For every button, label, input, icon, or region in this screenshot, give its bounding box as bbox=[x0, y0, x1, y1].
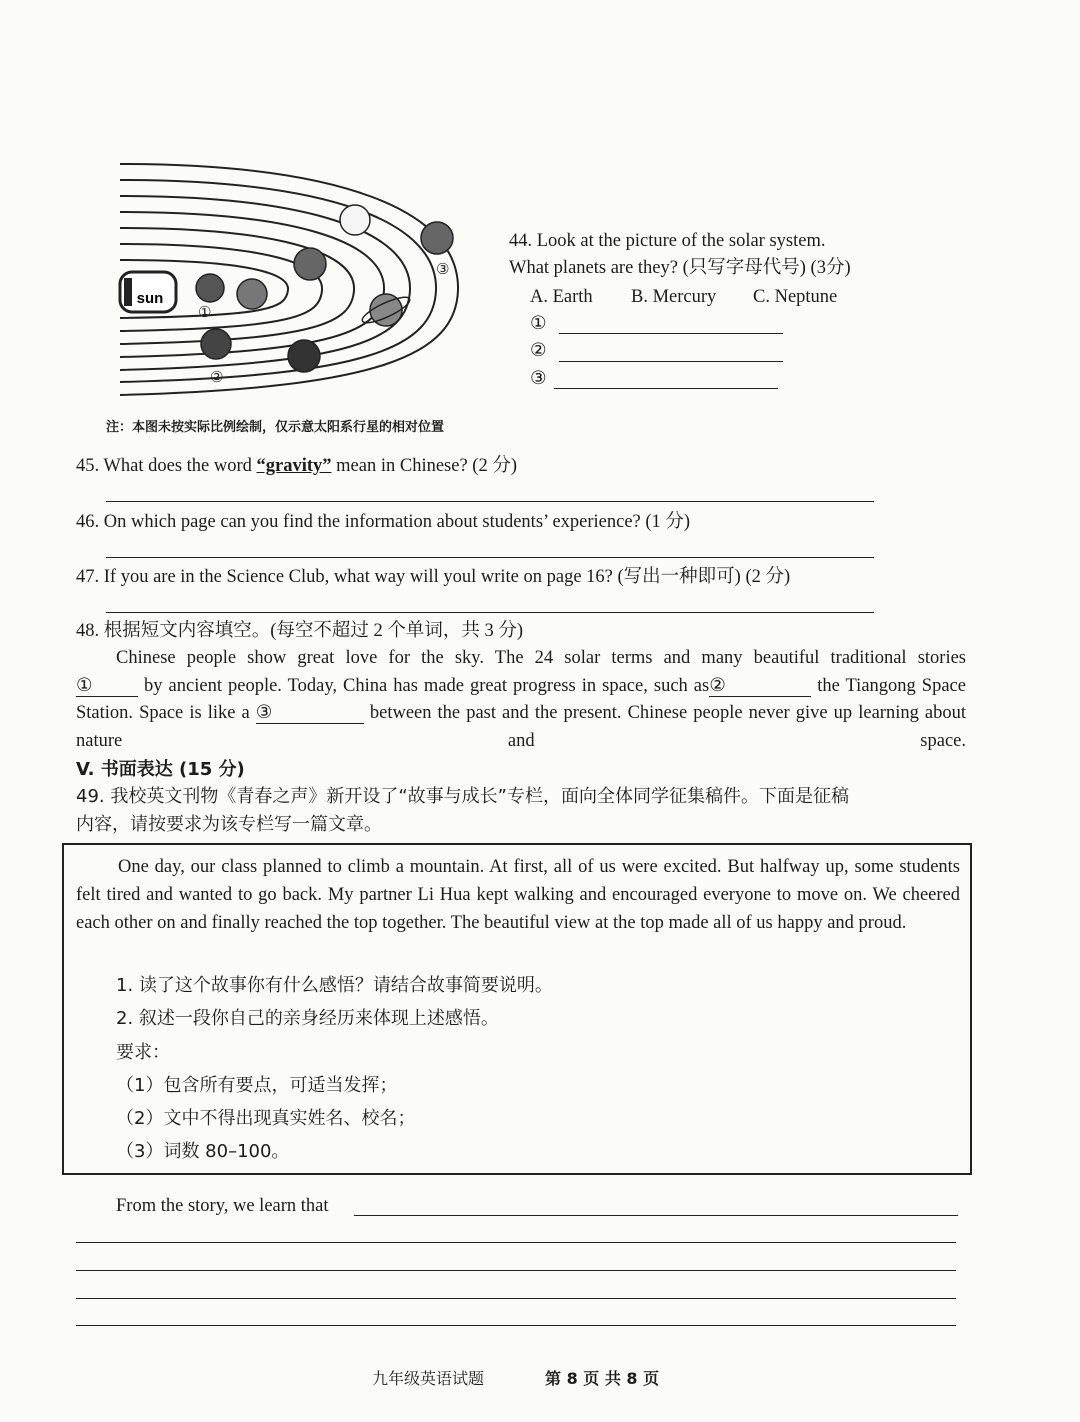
requirement-3: （3）词数 80–100。 bbox=[116, 1141, 290, 1162]
requirements-title: 要求： bbox=[116, 1042, 170, 1063]
q44-option-c: C. Neptune bbox=[753, 287, 838, 307]
q45-text bbox=[76, 454, 517, 478]
q48-line2: ① by ancient people. Today, China has made great progress in space, such as② the Tiangong Space Station. Space is like a ③ between the past and the present. Chinese people never give up learning about nature and space. bbox=[76, 675, 966, 751]
planet-uranus-icon bbox=[340, 205, 370, 235]
q49-line2: 内容，请按要求为该专栏写一篇文章。 bbox=[76, 814, 382, 835]
marker-1: ① bbox=[198, 303, 212, 321]
marker-2: ② bbox=[210, 368, 224, 386]
q48-passage bbox=[76, 645, 966, 755]
q48-blank-3[interactable]: ③ bbox=[256, 703, 364, 724]
q44-option-a: A. Earth bbox=[530, 287, 593, 307]
q48-title: 48. 根据短文内容填空。(每空不超过 2 个单词，共 3 分) bbox=[76, 621, 524, 641]
planet-neptune-icon bbox=[421, 222, 453, 254]
q45-answer-line[interactable] bbox=[106, 501, 874, 502]
task-item-1: 1. 读了这个故事你有什么感悟？请结合故事简要说明。 bbox=[116, 975, 553, 996]
q44-answer-line-1[interactable] bbox=[559, 333, 783, 334]
story-text: One day, our class planned to climb a mountain. At first, all of us were excited. But halfway up, some students felt tired and wanted to go back. My partner Li Hua kept walking and encouraged everyone to move on. We cheered each other on and finally reached the top together. The beautiful view at the top made all of us happy and proud. bbox=[76, 857, 960, 933]
q46-text: 46. On which page can you find the information about students’ experience? (1 分) bbox=[76, 512, 691, 532]
sun-label: sun bbox=[136, 290, 164, 307]
writing-line-5[interactable] bbox=[76, 1325, 956, 1326]
q44-answer-line-2[interactable] bbox=[559, 361, 783, 362]
q44-blank-3-label: ③ bbox=[530, 369, 547, 389]
planet-mars-icon bbox=[294, 248, 326, 280]
q48-blank-1[interactable]: ① bbox=[76, 676, 138, 697]
q48-blank-2[interactable]: ② bbox=[709, 676, 811, 697]
footer-exam-title: 九年级英语试题 bbox=[372, 1369, 485, 1388]
solar-system-figure bbox=[100, 150, 480, 420]
q47-text: 47. If you are in the Science Club, what way will youl write on page 16? (写出一种即可) (2 分) bbox=[76, 567, 791, 587]
q47-answer-line[interactable] bbox=[106, 612, 874, 613]
q44-line1: 44. Look at the picture of the solar system. bbox=[509, 231, 826, 251]
footer-page-number: 第 8 页 共 8 页 bbox=[545, 1369, 660, 1388]
q45-suffix: mean in Chinese? (2 分) bbox=[331, 456, 517, 476]
planet-jupiter-icon bbox=[288, 340, 320, 372]
requirement-1: （1）包含所有要点，可适当发挥； bbox=[116, 1075, 398, 1096]
q45-prefix: 45. What does the word bbox=[76, 456, 257, 476]
planet-venus-icon bbox=[237, 279, 267, 309]
q46-answer-line[interactable] bbox=[106, 557, 874, 558]
writing-line-2[interactable] bbox=[76, 1242, 956, 1243]
q44-line2: What planets are they? (只写字母代号) (3分) bbox=[509, 258, 851, 278]
requirement-2: （2）文中不得出现真实姓名、校名； bbox=[116, 1108, 416, 1129]
writing-line-1[interactable] bbox=[354, 1215, 958, 1216]
q45-word: “gravity” bbox=[256, 456, 332, 476]
section-5-title: V. 书面表达 (15 分) bbox=[76, 759, 245, 780]
q44-blank-1-label: ① bbox=[530, 314, 547, 334]
q44-blank-2-label: ② bbox=[530, 341, 547, 361]
q48-line1: Chinese people show great love for the sky. The 24 solar terms and many beautiful traditional stories bbox=[116, 648, 966, 668]
writing-line-3[interactable] bbox=[76, 1270, 956, 1271]
q44-option-b: B. Mercury bbox=[631, 287, 717, 307]
planet-mercury-icon bbox=[196, 274, 224, 302]
q49-line1: 49. 我校英文刊物《青春之声》新开设了“故事与成长”专栏，面向全体同学征集稿件。下面是征稿 bbox=[76, 786, 849, 807]
figure-note: 注：本图未按实际比例绘制，仅示意太阳系行星的相对位置 bbox=[106, 420, 445, 435]
q44-answer-line-3[interactable] bbox=[554, 388, 778, 389]
story-box bbox=[62, 843, 972, 1175]
writing-starter: From the story, we learn that bbox=[116, 1196, 329, 1216]
planet-earth-icon bbox=[201, 329, 231, 359]
marker-3: ③ bbox=[436, 260, 450, 278]
writing-line-4[interactable] bbox=[76, 1298, 956, 1299]
task-item-2: 2. 叙述一段你自己的亲身经历来体现上述感悟。 bbox=[116, 1008, 499, 1029]
